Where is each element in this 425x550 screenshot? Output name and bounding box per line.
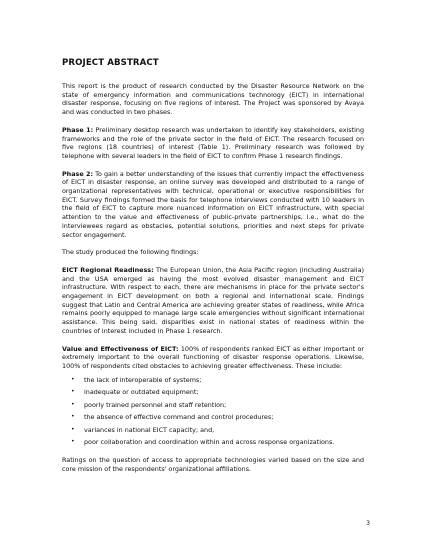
intro-paragraph: This report is the product of research conducted by the Disaster Resource Network on the state of emergency information and communications technology (EICT) in international disaster response, focusing on five regions of interest. The Project was sponsored by Avaya and was conducted in two phases.: [62, 82, 364, 117]
bullet-icon: •: [71, 375, 75, 383]
bullet-icon: •: [71, 388, 75, 396]
value-effectiveness-label: Value and Effectiveness of EICT:: [62, 344, 179, 353]
phase1-paragraph: [62, 126, 364, 161]
list-item-text: poor collaboration and coordination within and across response organizations.: [84, 438, 335, 447]
list-item-text: the lack of interoperable of systems;: [84, 375, 202, 384]
value-effectiveness-text: 100% of respondents ranked EICT as either important or extremely important to the overall functioning of disaster response operations. Likewise, 100% of respondents cited obstacles to achieving greater effectiveness. These include:: [62, 344, 365, 370]
page-content: [62, 58, 364, 482]
regional-readiness-paragraph: [62, 266, 364, 336]
closing-paragraph: Ratings on the question of access to appropriate technologies varied based on the size and core mission of the respondents' organizational affiliations.: [62, 455, 364, 473]
phase2-text: To gain a better understanding of the issues that currently impact the effectiveness of EICT in disaster response, an online survey was developed and distributed to a range of organizational representatives with technical, operational or executive responsibilities for EICT. Survey findings formed the basis for telephone interviews conducted with 10 leaders in the field of EICT to capture more nuanced information on EICT infrastructure, with special attention to the value and effectiveness of public-private partnerships, i.e., what do the interviewees regard as obstacles, potential solutions, priorities and next steps for private sector engagement.: [62, 169, 364, 239]
bullet-icon: •: [71, 400, 75, 408]
phase2-paragraph: [62, 170, 364, 240]
phase2-label: Phase 2:: [62, 169, 94, 178]
list-item: [71, 425, 364, 435]
phase1-label: Phase 1:: [62, 125, 94, 134]
regional-readiness-label: EICT Regional Readiness:: [62, 265, 154, 274]
page-number: 3: [366, 519, 371, 527]
obstacles-list: [62, 376, 364, 447]
list-item: [71, 438, 364, 447]
list-item: [71, 400, 364, 410]
value-effectiveness-paragraph: [62, 345, 364, 371]
list-item-text: the absence of effective command and control procedures;: [84, 413, 274, 422]
bullet-icon: •: [71, 438, 75, 446]
list-item: [71, 388, 364, 397]
bullet-icon: •: [71, 413, 75, 421]
list-item-text: variances in national EICT capacity; and,: [84, 425, 215, 434]
list-item: [71, 413, 364, 422]
regional-readiness-text: The European Union, the Asia Pacific region (including Australia) and the USA emerged as having the most evolved disaster management and EICT infrastructure. With respect to each, there are mechanisms in place for the private sector's engagement in EICT development on both a regional and international scale. Findings suggest that Latin and Central America are achieving greater states of readiness, while Africa remains poorly equipped to manage large scale emergencies without significant international assistance. This being said, disparities exist in national states of readiness within the countries of interest included in Phase 1 research.: [62, 265, 364, 335]
list-item-text: inadequate or outdated equipment;: [84, 388, 199, 397]
bullet-icon: •: [71, 425, 75, 433]
list-item-text: poorly trained personnel and staff retention;: [84, 400, 227, 409]
phase1-text: Preliminary desktop research was undertaken to identify key stakeholders, existing frameworks and the role of the private sector in the field of EICT. The research focused on five regions (18 countries) of interest (Table 1). Preliminary research was followed by telephone with several leaders in the field of EICT to confirm Phase 1 research findings.: [62, 125, 364, 160]
list-item: [71, 375, 364, 385]
findings-intro: The study produced the following findings:: [62, 248, 199, 257]
section-title: PROJECT ABSTRACT: [62, 58, 159, 68]
